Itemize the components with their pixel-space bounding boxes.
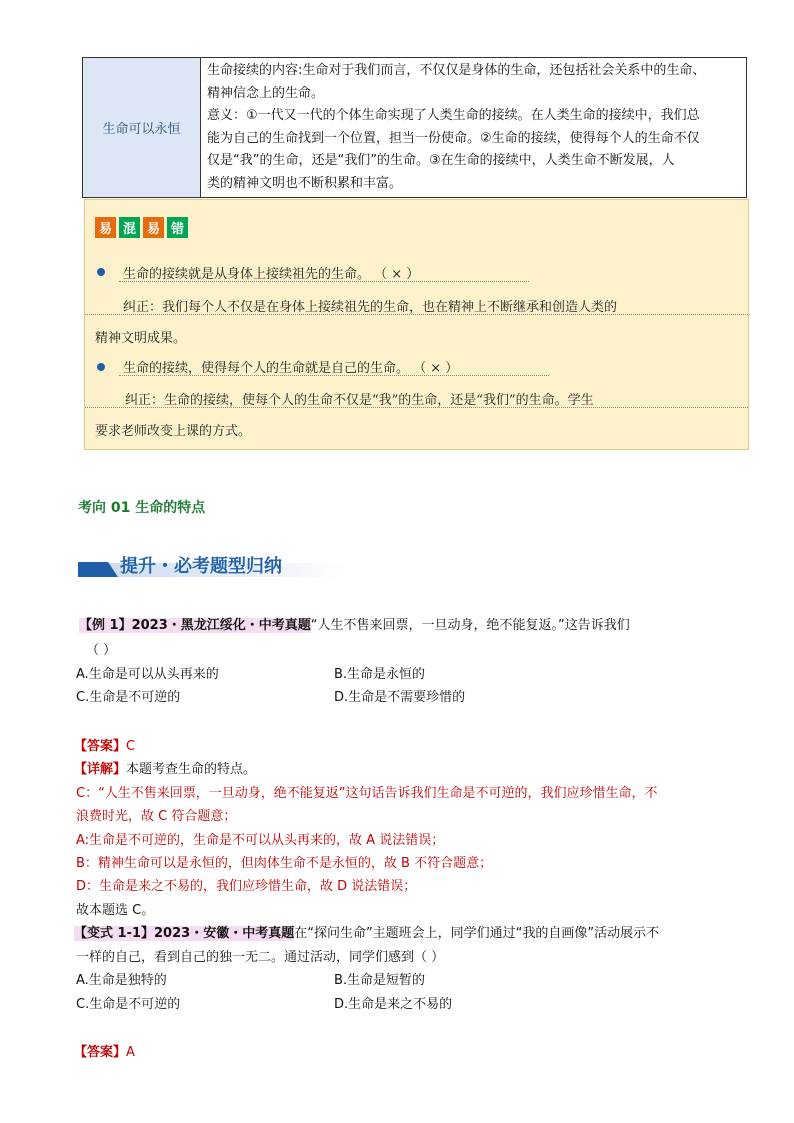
- explanation-c-1: C：“人生不售来回票，一旦动身，绝不能复返”这句话告诉我们生命是不可逆的，我们应珍惜生命，不: [76, 786, 658, 801]
- detail-text: 本题考查生命的特点。: [126, 762, 257, 777]
- variant-option-c: C.生命是不可逆的: [76, 997, 181, 1012]
- detail-label: 【详解】: [74, 762, 127, 777]
- explanation-b: B：精神生命可以是永恒的，但肉体生命不是永恒的，故 B 不符合题意；: [76, 856, 493, 871]
- common-mistakes-box: [84, 199, 749, 450]
- variant-stem-1: 在“探问生命”主题班会上，同学们通过“我的自画像”活动展示不: [294, 926, 660, 941]
- badge-yi: 易: [95, 217, 116, 238]
- table-line: 类的精神文明也不断积累和丰富。: [207, 175, 403, 191]
- table-line: 精神信念上的生命。: [207, 85, 325, 101]
- answer-label: 【答案】: [74, 739, 127, 754]
- answer-line: [74, 735, 135, 754]
- section-banner: [78, 548, 348, 578]
- dotted-rule: [85, 407, 748, 408]
- variant-tag: 【变式 1-1】2023・安徽・中考真题: [74, 926, 295, 941]
- variant-option-a: A.生命是独特的: [76, 973, 167, 988]
- option-a: A.生命是可以从头再来的: [76, 667, 219, 682]
- table-line: 意义：①一代又一代的个体生命实现了人类生命的接续。在人类生命的接续中，我们总: [207, 108, 700, 123]
- table-left-label: 生命可以永恒: [83, 58, 201, 197]
- conclusion: 故本题选 C。: [76, 903, 155, 918]
- variant-answer-line: [74, 1041, 135, 1060]
- detail-line: [74, 758, 256, 777]
- variant-1-question: [74, 922, 659, 941]
- table-line: 仅是“我”的生命，还是“我们”的生命。③在生命的接续中，人类生命不断发展，人: [207, 153, 675, 168]
- mistake-item-1: 生命的接续就是从身体上接续祖先的生命。 （ × ）: [123, 267, 420, 282]
- correction-1b: 精神文明成果。: [95, 331, 187, 346]
- variant-answer-label: 【答案】: [74, 1045, 127, 1060]
- explanation-d: D：生命是来之不易的，我们应珍惜生命，故 D 说法错误；: [76, 879, 417, 894]
- explanation-c-2: 浪费时光，故 C 符合题意；: [76, 809, 237, 824]
- example-1-question: [79, 614, 630, 633]
- dotted-rule: [119, 281, 529, 282]
- variant-option-b: B.生命是短暂的: [334, 973, 426, 988]
- badge-cuo: 错: [167, 217, 188, 238]
- mistake-badges: [95, 217, 188, 238]
- answer-paren: （ ）: [86, 643, 117, 658]
- banner-title: 提升・必考题型归纳: [120, 556, 282, 577]
- variant-answer-value: A: [126, 1045, 135, 1060]
- option-b: B.生命是永恒的: [334, 667, 426, 682]
- bullet-icon: [97, 363, 105, 371]
- dotted-rule: [119, 375, 549, 376]
- bullet-icon: [97, 268, 105, 276]
- badge-yi2: 易: [143, 217, 164, 238]
- explanation-a: A:生命是不可逆的，生命是不可以从头再来的，故 A 说法错误；: [76, 833, 445, 848]
- variant-stem-2: 一样的自己，看到自己的独一无二。通过活动，同学们感到（ ）: [76, 950, 445, 965]
- mistake-item-2: 生命的接续，使得每个人的生命就是自己的生命。 （ × ）: [123, 361, 459, 376]
- table-right-content: [201, 58, 746, 197]
- dotted-rule: [85, 314, 748, 315]
- option-d: D.生命是不需要珍惜的: [334, 690, 466, 705]
- example-tag: 【例 1】2023・黑龙江绥化・中考真题: [79, 618, 311, 633]
- correction-2b: 要求老师改变上课的方式。: [95, 424, 252, 439]
- example-stem: “人生不售来回票，一旦动身，绝不能复返。”这告诉我们: [310, 618, 630, 633]
- option-c: C.生命是不可逆的: [76, 690, 181, 705]
- correction-1a: 纠正：我们每个人不仅是在身体上接续祖先的生命，也在精神上不断继承和创造人类的: [123, 300, 618, 315]
- answer-value: C: [126, 739, 136, 754]
- table-line: 生命接续的内容:生命对于我们而言，不仅仅是身体的生命，还包括社会关系中的生命、: [207, 63, 706, 78]
- table-line: 能为自己的生命找到一个位置，担当一份使命。②生命的接续，使得每个人的生命不仅: [207, 130, 700, 146]
- concept-table: [82, 57, 747, 198]
- badge-hun: 混: [119, 217, 140, 238]
- section-title: 考向 01 生命的特点: [78, 500, 206, 516]
- correction-2a: 纠正：生命的接续，使每个人的生命不仅是“我”的生命，还是“我们”的生命。学生: [125, 393, 594, 408]
- variant-option-d: D.生命是来之不易的: [334, 997, 453, 1012]
